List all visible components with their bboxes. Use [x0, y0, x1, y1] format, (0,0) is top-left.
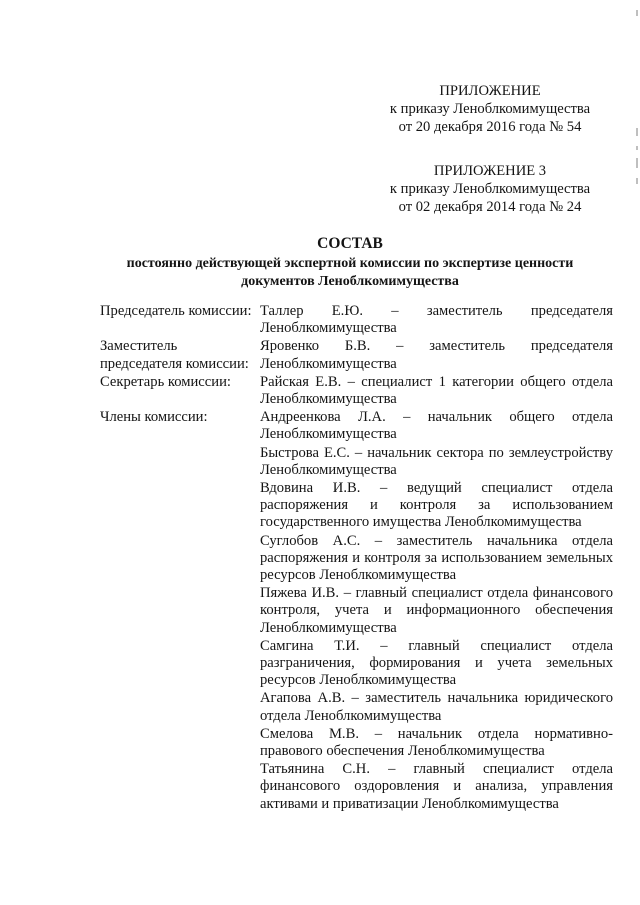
member-entry: Самгина Т.И. – главный специалист отдела разграничения, формирования и учета земельных ресурсов Леноблкомимущества [260, 637, 613, 689]
role-label: Заместитель председателя комиссии: [100, 338, 249, 372]
appendix-heading: ПРИЛОЖЕНИЕ [439, 83, 541, 99]
roster-row-secretary [100, 374, 613, 409]
appendix-block-secondary [368, 162, 612, 216]
scan-mark [636, 158, 638, 168]
member-entry: Андреенкова Л.А. – начальник общего отдела Леноблкомимущества [260, 409, 613, 443]
appendix-order-reference: к приказу Леноблкомимущества [389, 181, 591, 197]
role-label: Председатель комиссии: [100, 303, 252, 319]
member-entry: Вдовина И.В. – ведущий специалист отдела распоряжения и контроля за использованием государственного имущества Леноблкомимущества [260, 480, 613, 531]
scan-edge-marks [630, 0, 640, 905]
member-entry: Яровенко Б.В. – заместитель председателя Леноблкомимущества [260, 338, 613, 372]
member-entry: Смелова М.В. – начальник отдела нормативно-правового обеспечения Леноблкомимущества [260, 725, 613, 760]
commission-roster [100, 303, 613, 814]
scan-mark [636, 10, 638, 16]
member-entry: Таллер Е.Ю. – заместитель председателя Леноблкомимущества [260, 303, 613, 337]
member-entry: Пяжева И.В. – главный специалист отдела финансового контроля, учета и информационного обеспечения Леноблкомимущества [260, 585, 613, 636]
document-subtitle-line-1: постоянно действующей экспертной комиссии по экспертизе ценности [126, 256, 574, 271]
role-members [260, 303, 613, 338]
role-members [260, 374, 613, 409]
roster-row-deputy [100, 338, 613, 373]
scan-mark [636, 178, 638, 184]
role-members [260, 409, 613, 814]
scan-mark [636, 128, 638, 136]
appendix-order-reference: к приказу Леноблкомимущества [389, 101, 591, 117]
roster-row-chair [100, 303, 613, 338]
member-entry: Быстрова Е.С. – начальник сектора по землеустройству Леноблкомимущества [260, 444, 613, 478]
document-title: СОСТАВ [317, 235, 383, 252]
member-entry: Райская Е.В. – специалист 1 категории общего отдела Леноблкомимущества [260, 373, 613, 408]
role-label: Секретарь комиссии: [100, 373, 231, 390]
appendix-order-date: от 02 декабря 2014 года № 24 [398, 199, 582, 215]
roster-row-members [100, 409, 613, 814]
appendix-heading: ПРИЛОЖЕНИЕ 3 [433, 163, 547, 179]
appendix-order-date: от 20 декабря 2016 года № 54 [398, 119, 582, 135]
role-label: Члены комиссии: [100, 409, 208, 426]
document-title-block [100, 234, 600, 291]
member-entry: Агапова А.В. – заместитель начальника юридического отдела Леноблкомимущества [260, 690, 613, 724]
appendix-block-primary [380, 82, 600, 136]
document-subtitle-line-2: документов Леноблкомимущества [241, 274, 459, 289]
role-members [260, 338, 613, 373]
member-entry: Татьянина С.Н. – главный специалист отдела финансового оздоровления и анализа, управления активами и приватизации Леноблкомимущества [260, 761, 613, 812]
member-entry: Суглобов А.С. – заместитель начальника отдела распоряжения и контроля за использованием земельных ресурсов Леноблкомимущества [260, 532, 613, 584]
scan-mark [636, 146, 638, 150]
